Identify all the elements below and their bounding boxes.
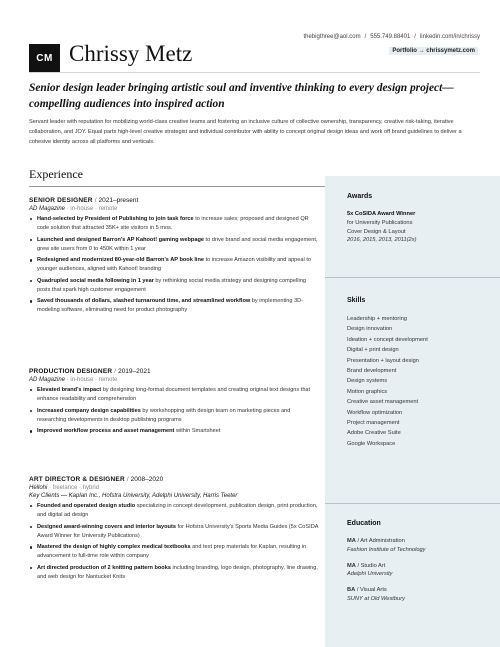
bullet-item: Redesigned and modernized 80-year-old Barron's AP book line to increase Amazon visibility and appeal to younger audiences, aligned with Kahoot! branding (29, 256, 319, 274)
job-entry: PRODUCTION DESIGNER / 2019–2021 AD Magazine · in-house · remote Elevated brand's impact by designing long-format document templates and creating original text designs that enhance readability and comprehension Increased company design capabilities by workshopping with design team on marketing pieces and researching developments in desktop publishing programs Improved workflow process and asset management within Smartsheet (29, 368, 319, 439)
bullet-item: Quadrupled social media following in 1 year by rethinking social media strategy and designing compelling posts that spark high customer engagement (29, 277, 319, 295)
skill-item: Brand development (347, 368, 397, 375)
bullet-item: Improved workflow process and asset management within Smartsheet (29, 427, 319, 436)
skills-section (347, 297, 494, 449)
education-heading: Education (347, 520, 381, 527)
school: Fashion Institute of Technology (347, 546, 426, 553)
skill-item: Creative asset management (347, 399, 419, 406)
education-entry (347, 537, 494, 555)
award-line: Cover Design & Layout (347, 228, 406, 235)
school: SUNY at Old Westbury (347, 595, 405, 602)
degree: BA (347, 587, 356, 594)
experience-heading: Experience (29, 167, 83, 181)
job-tags: · freelance · hybrid (49, 485, 100, 491)
skill-item: Adobe Creative Suite (347, 430, 401, 437)
degree: MA (347, 538, 356, 544)
summary-paragraph: Servant leader with reputation for mobilizing world-class creative teams and fostering an inclusive culture of collective ownership, transparency, creative risk-taking, iterative collaboration, and JOY. Equal parts high-level creative strategist and individual contributor with ability to concept original design ideas and work off brand guidelines to deliver a cohesive identity across all platforms and verticals. (29, 119, 462, 145)
field: / Visual Arts (356, 587, 387, 594)
skill-item: Motion graphics (347, 388, 388, 395)
sidebar-divider (325, 277, 500, 278)
skill-item: Ideation + concept development (347, 336, 428, 343)
skill-item: Google Workspace (347, 440, 396, 447)
awards-heading: Awards (347, 193, 373, 200)
company-name: Hellohi (29, 485, 48, 491)
job-tags: · in-house · remote (66, 206, 118, 212)
sidebar (325, 176, 500, 647)
bullet-item: Elevated brand's impact by designing long-format document templates and creating original text designs that enhance readability and comprehension (29, 386, 319, 404)
job-dates: 2019–2021 (118, 368, 151, 375)
job-title: ART DIRECTOR & DESIGNER (29, 476, 125, 483)
skill-item: Leadership + mentoring (347, 316, 407, 322)
skill-item: Workflow optimization (347, 409, 403, 416)
separator: / (414, 34, 416, 40)
monogram-logo: CM (29, 44, 60, 73)
education-entry (347, 586, 494, 604)
email-link[interactable]: thebigthree@aol.com (303, 34, 361, 40)
bullet-item: Designed award-winning covers and interior layouts for Hofstra University's Sports Media Guides (5x CoSIDA Award Winner for University Publications) (29, 523, 319, 541)
skill-item: Presentation + layout design (347, 357, 419, 364)
school: Adelphi University (347, 571, 393, 578)
bullet-item: Saved thousands of dollars, slashed turnaround time, and streamlined workflow by implementing 3D-modeling software, eliminating need for product photography (29, 297, 319, 315)
award-years: 2016, 2015, 2013, 2011(2x) (347, 237, 417, 244)
award-title: 5x CoSIDA Award Winner (347, 211, 416, 217)
awards-section (347, 193, 494, 245)
skills-heading: Skills (347, 297, 366, 304)
bullet-item: Mastered the design of highly complex medical textbooks and test prep materials for Kaplan, resulting in advancement to full-time role within company (29, 543, 319, 561)
candidate-name: Chrissy Metz (69, 41, 193, 66)
contact-line (301, 34, 482, 40)
bullet-item: Increased company design capabilities by workshopping with design team on marketing pieces and researching developments in desktop publishing programs (29, 407, 319, 425)
experience-divider (29, 186, 325, 187)
degree: MA (347, 562, 356, 569)
separator: / (364, 34, 367, 40)
bullet-item: Founded and operated design studio specializing in concept development, publication design, print production, and digital ad design (29, 502, 319, 520)
job-tags: · in-house · remote (66, 377, 118, 383)
education-entry (347, 562, 494, 580)
bullet-item: Hand-selected by President of Publishing to join task force to increase sales; proposed and designed QR code solution that attracted 35K+ site visitors in 5 mos. (29, 215, 319, 233)
portfolio-link[interactable]: Portfolio → chrissymetz.com (389, 47, 478, 55)
company-name: AD Magazine (29, 377, 66, 383)
key-clients: Key Clients — Kaplan Inc., Hofstra University, Adelphi University, Harris Teeter (29, 493, 238, 499)
job-title: SENIOR DESIGNER (29, 197, 93, 204)
header-divider (29, 72, 480, 73)
job-entry: ART DIRECTOR & DESIGNER / 2008–2020 Hellohi · freelance · hybrid Key Clients — Kaplan Inc., Hofstra University, Adelphi University, Harris Teeter Founded and operated design studio specializing in concept development, publication design, print production, and digital ad design Designed award-winning covers and interior layouts for Hofstra University's Sports Media Guides (5x CoSIDA Award Winner for University Publications) Mastered the design of highly complex medical textbooks and test prep materials for Kaplan, resulting in advancement to full-time role within company Art directed production of 2 knitting pattern books including branding, logo design, photography, line drawing, and web design for Nantucket Knits (29, 476, 319, 580)
job-dates: 2021–present (98, 197, 139, 204)
company-name: AD Magazine (29, 206, 66, 212)
bullet-item: Launched and designed Barron's AP Kahoot! gaming webpage to drive brand and social media engagement, grew site users from 0 to 450K within 1 year (29, 236, 319, 254)
tagline: Senior design leader bringing artistic soul and inventive thinking to every design project—compelling audiences into inspired action (29, 82, 454, 110)
phone-number: 555.749.88401 (370, 34, 411, 40)
job-dates: 2008–2020 (130, 476, 164, 483)
bullet-item: Art directed production of 2 knitting pattern books including branding, logo design, photography, line drawing, and web design for Nantucket Knits (29, 564, 319, 582)
field: / Studio Art (357, 562, 386, 569)
education-section (347, 520, 494, 611)
skill-item: Digital + print design (347, 347, 399, 354)
field: / Art Administration (357, 538, 405, 544)
skill-item: Design systems (347, 378, 388, 385)
job-entry: SENIOR DESIGNER / 2021–present AD Magazine · in-house · remote Hand-selected by President of Publishing to join task force to increase sales; proposed and designed QR code solution that attracted 35K+ site visitors in 5 mos. Launched and designed Barron's AP Kahoot! gaming webpage to drive brand and social media engagement, grew site users from 0 to 450K within 1 year Redesigned and modernized 80-year-old Barron's AP book line to increase Amazon visibility and appeal to younger audiences, aligned with Kahoot! branding Quadrupled social media following in 1 year by rethinking social media strategy and designing compelling posts that spark high customer engagement Saved thousands of dollars, slashed turnaround time, and streamlined workflow by implementing 3D-modeling software, eliminating need for product photography (29, 197, 318, 314)
job-title: PRODUCTION DESIGNER (29, 368, 113, 375)
award-line: for University Publications (347, 219, 413, 226)
skill-item: Design innovation (347, 326, 393, 333)
skill-item: Project management (347, 420, 400, 427)
linkedin-link[interactable]: linkedin.com/in/chrissy (419, 34, 480, 40)
sidebar-divider (325, 503, 500, 504)
